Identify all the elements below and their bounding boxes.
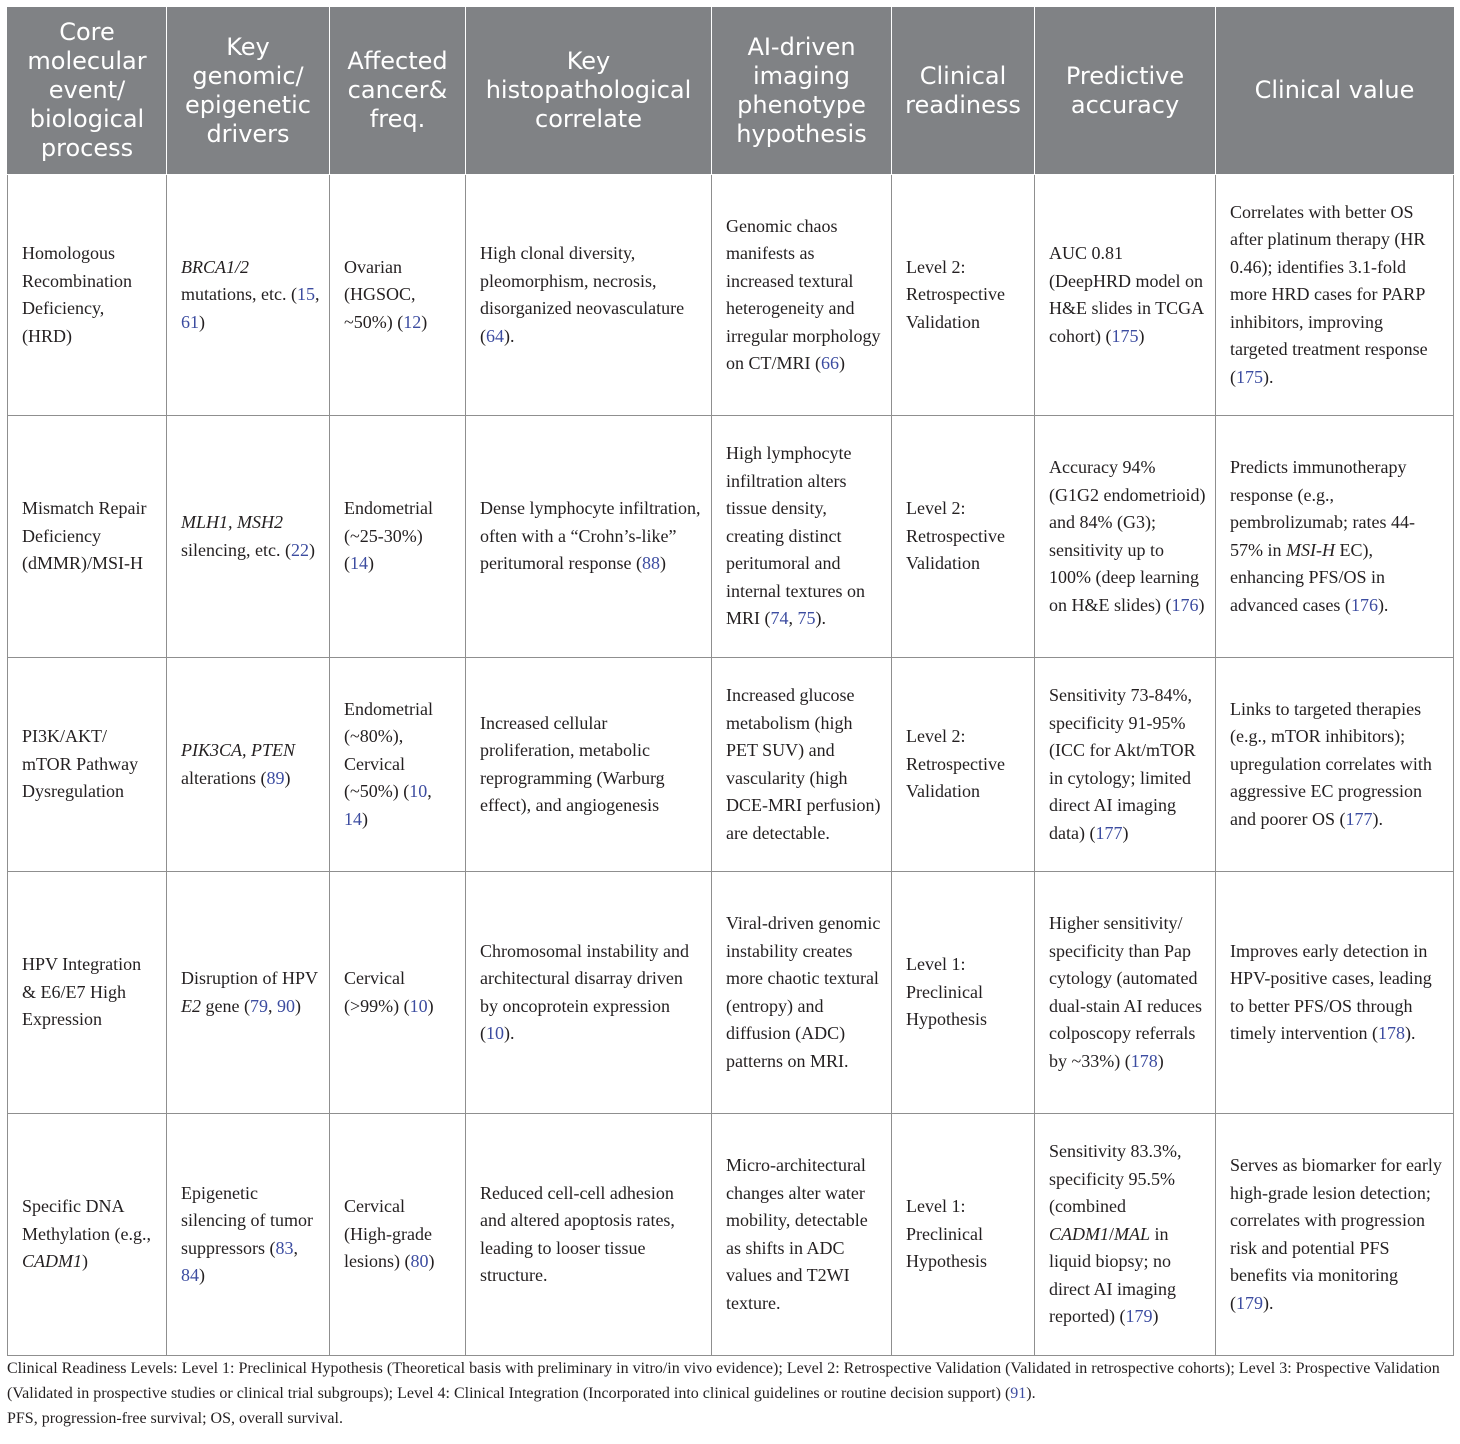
citation-link[interactable]: 176 [1171,594,1199,615]
table-row [8,1114,1454,1356]
cell-drivers [167,416,330,658]
cell-text: ) [199,311,205,332]
citation-link[interactable]: 83 [275,1237,294,1258]
citation-link[interactable]: 91 [1010,1385,1027,1402]
cell-text: , [314,284,320,305]
cell-process: PI3K/AKT/ mTOR Pathway Dysregulation [8,658,167,872]
cell-text: ). [1263,1292,1274,1313]
cell-text: Endometrial (~80%), Cervical (~50%) ( [344,698,433,802]
citation-link[interactable]: 80 [410,1251,429,1272]
cell-histopathology [466,872,712,1114]
table-row [8,872,1454,1114]
cell-text: ). [815,608,826,629]
cell-text: High clonal diversity, pleomorphism, necrosis, disorganized neovasculature ( [480,243,685,346]
cell-clinical-value [1216,175,1454,416]
cell-clinical-value [1216,416,1454,658]
citation-link[interactable]: 64 [486,325,504,346]
cell-accuracy [1035,872,1216,1114]
cell-text: , [788,608,798,629]
gene-name: MLH1, MSH2 [181,512,283,532]
cell-text: Serves as biomarker for early high-grade lesion detection; correlates with progression risk and potential PFS benefits via monitoring ( [1230,1155,1442,1313]
header-cell: Clinical readiness [892,7,1035,175]
cell-cancer [330,872,466,1114]
cell-text: ). [504,325,515,346]
citation-link[interactable]: 175 [1236,366,1263,387]
cell-text: ) [368,553,374,574]
citation-link[interactable]: 90 [276,995,295,1016]
cell-imaging: Viral-driven genomic instability creates more chaotic textural (entropy) and diffusion (ADC) patterns on MRI. [712,872,892,1114]
cell-accuracy [1035,175,1216,416]
cell-text: silencing, etc. ( [181,539,291,560]
table-footnote [7,1356,1453,1431]
citation-link[interactable]: 175 [1111,325,1139,346]
citation-link[interactable]: 75 [797,608,816,629]
citation-link[interactable]: 74 [770,608,789,629]
cell-imaging: Increased glucose metabolism (high PET SUV) and vascularity (high DCE-MRI perfusion) are detectable. [712,658,892,872]
cell-text: Higher sensitivity/ specificity than Pap cytology (automated dual-stain AI reduces colposcopy referrals by ~33%) ( [1049,913,1202,1071]
cell-text: ). [1377,594,1389,615]
cell-readiness: Level 1: Preclinical Hypothesis [892,872,1035,1114]
cell-text: Sensitivity 83.3%, specificity 95.5% (combined [1049,1141,1182,1217]
citation-link[interactable]: 15 [296,284,315,305]
cell-cancer [330,658,466,872]
header-cell: Key genomic/ epigenetic drivers [167,7,330,175]
citation-link[interactable]: 89 [266,767,285,788]
cell-text: Links to targeted therapies (e.g., mTOR inhibitors); upregulation correlates with aggressive EC progression and poorer OS ( [1230,698,1432,829]
cell-text: ) [1138,325,1145,346]
cell-text: , [427,781,432,802]
cell-text: Ovarian (HGSOC, ~50%) ( [344,256,416,332]
cell-text: ) [199,1265,205,1285]
cell-text: ) [1152,1306,1159,1327]
citation-link[interactable]: 79 [249,995,268,1016]
cell-text: EC), enhancing PFS/OS in advanced cases ( [1230,539,1386,615]
cell-text: Endometrial (~25-30%) ( [344,498,433,574]
gene-name: MAL [1114,1223,1151,1244]
citation-link[interactable]: 88 [641,553,660,574]
header-cell: Predictive accuracy [1035,7,1216,175]
cell-histopathology [466,175,712,416]
header-cell: Clinical value [1216,7,1454,175]
header-cell: Affected cancer& freq. [330,7,466,175]
gene-name: CADM1 [22,1251,82,1272]
citation-link[interactable]: 12 [403,311,422,332]
citation-link[interactable]: 22 [290,539,309,560]
cell-text: in liquid biopsy; no direct AI imaging reported) ( [1049,1223,1176,1327]
cell-text: , [293,1237,298,1258]
cell-text: ) [1198,594,1205,615]
footnote-text: Clinical Readiness Levels: Level 1: Preclinical Hypothesis (Theoretical basis with preliminary in vitro/in vivo evidence); Level 2: Retrospective Validation (Validated in retrospective cohorts); Level 3: Prospective Validation (Validated in prospective studies or clinical trial subgroups); Level 4: Clinical Integration (Incorporated into clinical guidelines or routine decision support) ( [7,1360,1440,1402]
cell-text: ) [428,1251,435,1272]
cell-accuracy [1035,658,1216,872]
cell-text: alterations ( [181,767,267,788]
table-row [8,416,1454,658]
cell-text: Correlates with better OS after platinum therapy (HR 0.46); identifies 3.1-fold more HRD cases for PARP inhibitors, improving targeted treatment response ( [1230,201,1428,387]
cell-text: Epigenetic silencing of tumor suppressors ( [181,1182,313,1258]
cell-text: ). [1372,808,1383,829]
cell-cancer [330,1114,466,1356]
gene-name: E2 [181,995,201,1016]
cell-drivers [167,175,330,416]
cell-text: ) [284,767,291,788]
cell-text: ) [839,353,846,373]
citation-link[interactable]: 10 [486,1023,504,1043]
footnote-text: ). [1026,1385,1036,1402]
data-table [7,7,1454,1356]
cell-text: , [267,995,277,1016]
cell-drivers [167,872,330,1114]
citation-link[interactable]: 178 [1130,1050,1158,1071]
gene-name: CADM1 [1049,1223,1109,1244]
cell-text: Accuracy 94% (G1G2 endometrioid) and 84% (G3); sensitivity up to 100% (deep learning on H&E slides) ( [1049,457,1206,615]
cell-text: ). [1404,1023,1416,1043]
cell-text: Specific DNA Methylation (e.g., [22,1196,151,1244]
citation-link[interactable]: 177 [1345,808,1373,829]
gene-name: MSI-H [1286,539,1335,560]
cell-text: Chromosomal instability and architectural disarray driven by oncoprotein expression ( [480,940,689,1043]
citation-link[interactable]: 177 [1095,822,1123,843]
cell-text: ) [294,995,301,1016]
cell-readiness: Level 2: Retrospective Validation [892,416,1035,658]
cell-text: ). [504,1023,515,1043]
cell-readiness: Level 2: Retrospective Validation [892,175,1035,416]
citation-link[interactable]: 14 [350,553,368,574]
cell-text: ) [427,995,434,1016]
cell-imaging [712,175,892,416]
gene-name: BRCA1/2 [181,256,249,277]
cell-text: ) [421,311,428,332]
cell-imaging: Micro-architectural changes alter water mobility, detectable as shifts in ADC values and T2WI texture. [712,1114,892,1356]
citation-link[interactable]: 84 [181,1265,199,1285]
cell-text: ) [1122,822,1129,843]
cell-clinical-value [1216,872,1454,1114]
cell-accuracy [1035,416,1216,658]
cell-text: ) [1157,1050,1164,1071]
citation-link[interactable]: 66 [821,353,840,373]
cell-text: Improves early detection in HPV-positive cases, leading to better PFS/OS through timely intervention ( [1230,940,1432,1043]
cell-process: Homologous Recombination Deficiency, (HRD) [8,175,167,416]
gene-name: PIK3CA, PTEN [181,740,296,760]
cell-process: HPV Integration & E6/E7 High Expression [8,872,167,1114]
cell-accuracy [1035,1114,1216,1356]
cell-text: Sensitivity 73-84%, specificity 91-95% (ICC for Akt/mTOR in cytology; limited direct AI imaging data) ( [1049,685,1196,843]
cell-text: ) [82,1251,88,1272]
header-cell: Key histopathological correlate [466,7,712,175]
cell-text: Cervical (>99%) ( [344,968,410,1016]
cell-text: gene ( [201,995,250,1016]
cell-process [8,1114,167,1356]
cell-text: Disruption of HPV [181,968,318,988]
cell-text: High lymphocyte infiltration alters tissue density, creating distinct peritumoral and internal textures on MRI ( [726,443,865,629]
cell-histopathology: Reduced cell-cell adhesion and altered apoptosis rates, leading to looser tissue structure. [466,1114,712,1356]
cell-drivers [167,658,330,872]
cell-drivers [167,1114,330,1356]
citation-link[interactable]: 10 [409,995,428,1016]
footnote-abbreviations: PFS, progression-free survival; OS, overall survival. [7,1410,343,1427]
citation-link[interactable]: 176 [1350,594,1378,615]
cell-clinical-value [1216,1114,1454,1356]
cell-text: Genomic chaos manifests as increased textural heterogeneity and irregular morphology on CT/MRI ( [726,215,881,373]
citation-link[interactable]: 14 [344,808,362,829]
citation-link[interactable]: 178 [1377,1023,1405,1043]
cell-text: mutations, etc. ( [181,284,297,305]
cell-text: ) [659,553,666,574]
cell-histopathology [466,416,712,658]
header-row [8,7,1454,175]
cell-text: Dense lymphocyte infiltration, often with a “Crohn’s-like” peritumoral response ( [480,498,701,574]
citation-link[interactable]: 10 [409,781,428,802]
cell-histopathology: Increased cellular proliferation, metabolic reprogramming (Warburg effect), and angiogenesis [466,658,712,872]
cell-text: ) [362,808,368,829]
table-row [8,658,1454,872]
cell-clinical-value [1216,658,1454,872]
cell-text: Cervical (High-grade lesions) ( [344,1196,432,1272]
cell-readiness: Level 1: Preclinical Hypothesis [892,1114,1035,1356]
citation-link[interactable]: 179 [1125,1306,1153,1327]
citation-link[interactable]: 61 [181,311,199,332]
cell-text: ) [308,539,315,560]
cell-cancer [330,416,466,658]
cell-readiness: Level 2: Retrospective Validation [892,658,1035,872]
cell-imaging [712,416,892,658]
header-cell: AI-driven imaging phenotype hypothesis [712,7,892,175]
cell-process: Mismatch Repair Deficiency (dMMR)/MSI-H [8,416,167,658]
cell-text: AUC 0.81 (DeepHRD model on H&E slides in TCGA cohort) ( [1049,243,1204,346]
table-row [8,175,1454,416]
header-cell: Core molecular event/ biological process [8,7,167,175]
cell-text: ). [1263,366,1274,387]
cell-text: / [1109,1223,1115,1244]
cell-cancer [330,175,466,416]
cell-text: Predicts immunotherapy response (e.g., pembrolizumab; rates 44-57% in [1230,457,1415,560]
citation-link[interactable]: 179 [1236,1292,1263,1313]
